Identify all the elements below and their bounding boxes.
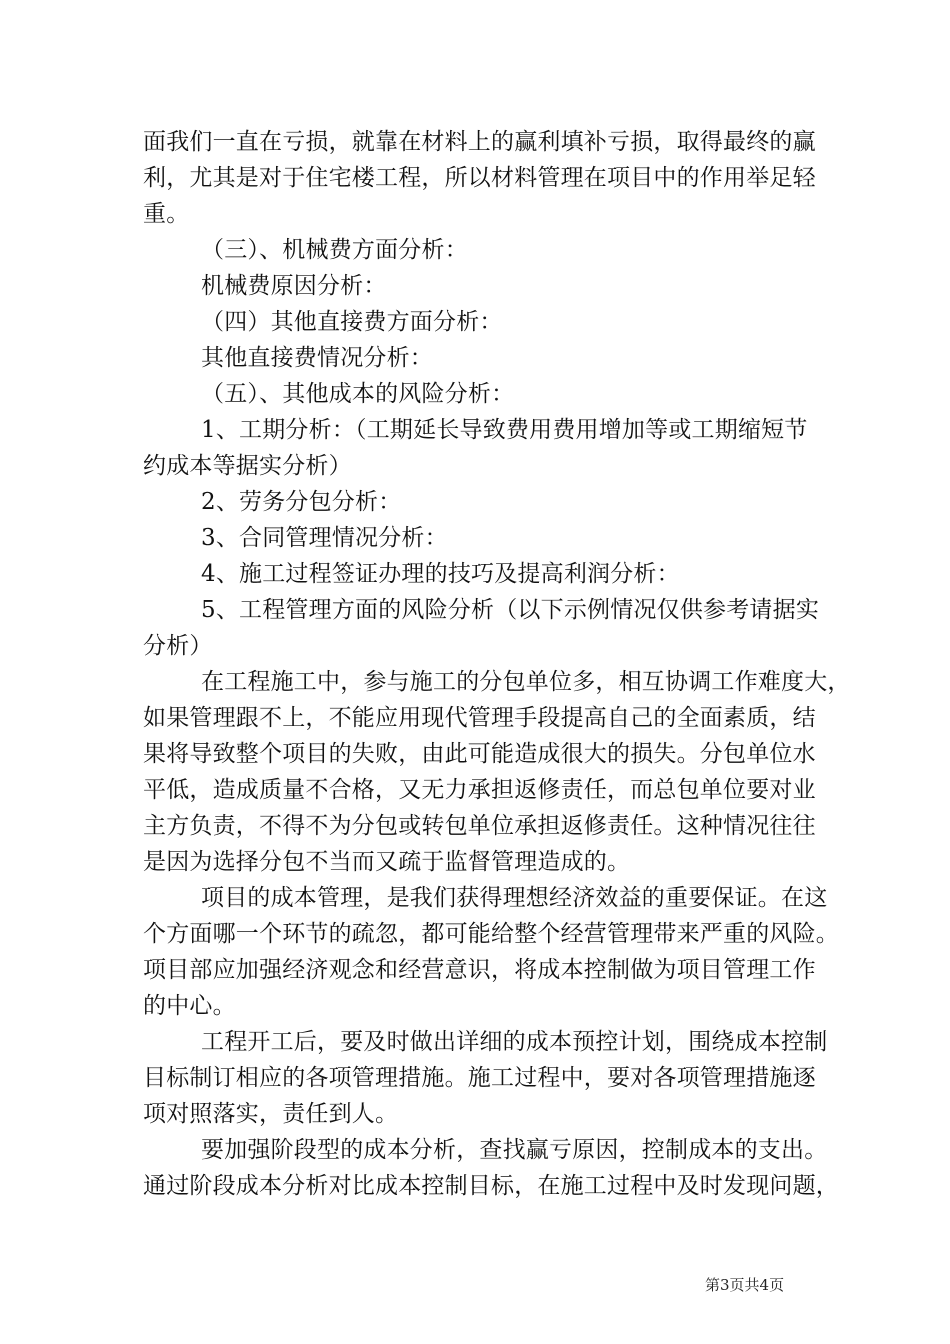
page-number: 第3页共4页 <box>705 1276 785 1294</box>
paragraph-line: 在工程施工中，参与施工的分包单位多，相互协调工作难度大， <box>201 669 851 695</box>
paragraph-line: 工程开工后，要及时做出详细的成本预控计划，围绕成本控制 <box>201 1029 828 1055</box>
list-item: 2、劳务分包分析： <box>201 489 402 515</box>
list-item: 1、工期分析：（工期延长导致费用费用增加等或工期缩短节 <box>201 417 808 443</box>
list-item: 4、施工过程签证办理的技巧及提高利润分析： <box>201 561 680 587</box>
paragraph-line: 项对照落实，责任到人。 <box>143 1101 399 1127</box>
section-heading: （五）、其他成本的风险分析： <box>201 381 515 407</box>
list-item: 5、工程管理方面的风险分析（以下示例情况仅供参考请据实 <box>201 597 820 623</box>
paragraph-line: 的中心。 <box>143 993 236 1019</box>
paragraph-line: 通过阶段成本分析对比成本控制目标，在施工过程中及时发现问题， <box>143 1173 839 1199</box>
section-heading: （三）、机械费方面分析： <box>201 237 468 263</box>
paragraph-line: 是因为选择分包不当而又疏于监督管理造成的。 <box>143 849 631 875</box>
list-item: 3、合同管理情况分析： <box>201 525 448 551</box>
paragraph-line: 平低，造成质量不合格，又无力承担返修责任，而总包单位要对业 <box>143 777 816 803</box>
text-line: 机械费原因分析： <box>201 273 387 299</box>
paragraph-line: 项目的成本管理，是我们获得理想经济效益的重要保证。在这 <box>201 885 828 911</box>
paragraph-line: 项目部应加强经济观念和经营意识，将成本控制做为项目管理工作 <box>143 957 816 983</box>
text-line: 其他直接费情况分析： <box>201 345 433 371</box>
paragraph-line: 如果管理跟不上，不能应用现代管理手段提高自己的全面素质，结 <box>143 705 816 731</box>
text-line: 利，尤其是对于住宅楼工程，所以材料管理在项目中的作用举足轻 <box>143 165 816 191</box>
text-line: 重。 <box>143 201 190 227</box>
text-line: 面我们一直在亏损，就靠在材料上的赢利填补亏损，取得最终的赢 <box>143 129 816 155</box>
paragraph-line: 主方负责，不得不为分包或转包单位承担返修责任。这种情况往往 <box>143 813 816 839</box>
paragraph-line: 目标制订相应的各项管理措施。施工过程中，要对各项管理措施逐 <box>143 1065 816 1091</box>
paragraph-line: 个方面哪一个环节的疏忽，都可能给整个经营管理带来严重的风险。 <box>143 921 839 947</box>
paragraph-line: 果将导致整个项目的失败，由此可能造成很大的损失。分包单位水 <box>143 741 816 767</box>
text-line: 分析） <box>143 633 213 659</box>
section-heading: （四）其他直接费方面分析： <box>201 309 503 335</box>
text-line: 约成本等据实分析） <box>143 453 352 479</box>
paragraph-line: 要加强阶段型的成本分析，查找赢亏原因，控制成本的支出。 <box>201 1137 828 1163</box>
